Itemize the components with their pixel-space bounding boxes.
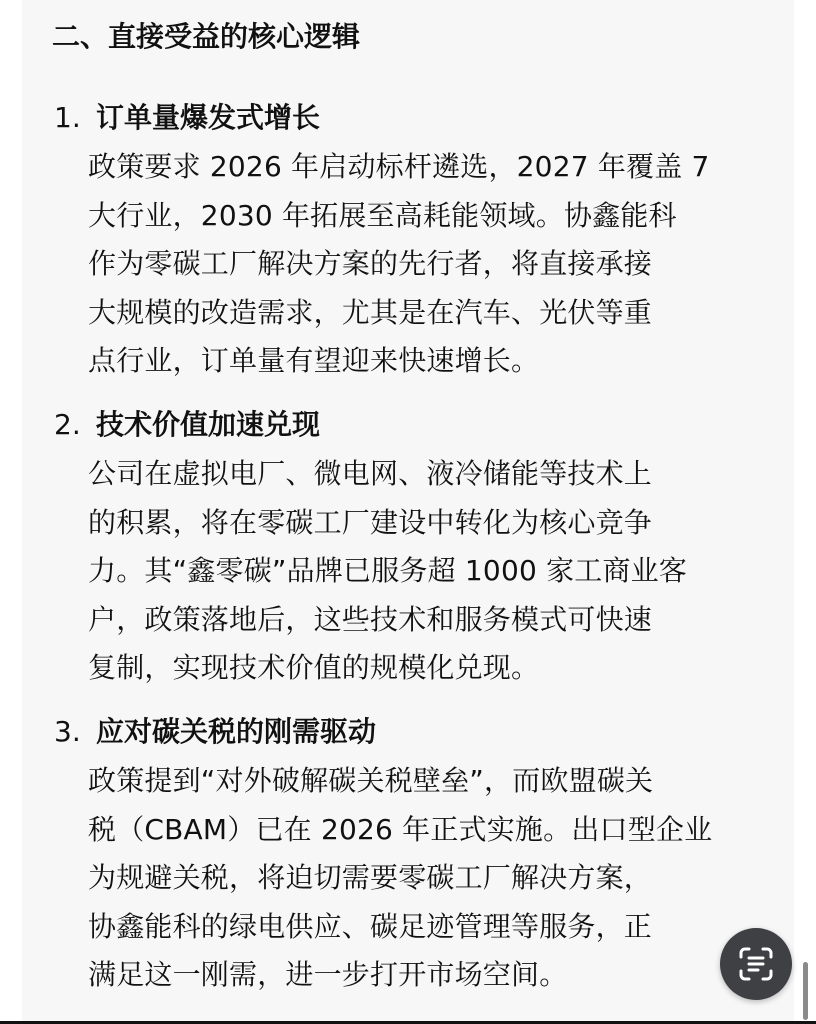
item-1-line: 政策要求 2026 年启动标杆遴选，2027 年覆盖 7 — [88, 150, 710, 183]
item-2-line: 公司在虚拟电厂、微电网、液冷储能等技术上 — [88, 457, 653, 490]
right-margin — [794, 0, 816, 1024]
item-3-title-text: 应对碳关税的刚需驱动 — [96, 715, 377, 748]
item-3-line: 协鑫能科的绿电供应、碳足迹管理等服务，正 — [88, 909, 653, 943]
item-2-number: 2. — [54, 408, 81, 441]
item-2-title — [54, 403, 320, 447]
item-1-line: 作为零碳工厂解决方案的先行者，将直接承接 — [88, 247, 653, 280]
item-2-line: 户，政策落地后，这些技术和服务模式可快速 — [88, 602, 653, 636]
item-1-title — [54, 96, 320, 140]
item-2-body — [88, 450, 768, 693]
item-3-line: 税（CBAM）已在 2026 年正式实施。出口型企业 — [88, 812, 713, 846]
text-scan-icon — [738, 946, 774, 982]
text-scan-button[interactable] — [720, 928, 792, 1000]
scrollbar-thumb[interactable] — [803, 962, 808, 1020]
item-3-number: 3. — [54, 715, 81, 748]
item-3-line: 为规避关税，将迫切需要零碳工厂解决方案， — [88, 861, 653, 894]
item-3-line: 政策提到“对外破解碳关税壁垒”，而欧盟碳关 — [88, 764, 654, 797]
item-1-line: 点行业，订单量有望迎来快速增长。 — [88, 344, 540, 377]
item-1-line: 大规模的改造需求，尤其是在汽车、光伏等重 — [88, 295, 653, 329]
item-3-line: 满足这一刚需，进一步打开市场空间。 — [88, 958, 568, 991]
item-1-title-text: 订单量爆发式增长 — [96, 101, 321, 134]
item-1-line: 大行业，2030 年拓展至高耗能领域。协鑫能科 — [88, 198, 677, 232]
item-2-line: 复制，实现技术价值的规模化兑现。 — [88, 651, 540, 684]
item-3-body — [88, 757, 768, 1000]
item-1-body — [88, 143, 768, 386]
item-1-number: 1. — [54, 101, 81, 134]
left-margin — [0, 0, 22, 1024]
message-content — [22, 0, 794, 1024]
section-title: 二、直接受益的核心逻辑 — [52, 20, 361, 53]
item-2-title-text: 技术价值加速兑现 — [96, 408, 321, 441]
item-3-title — [54, 710, 376, 754]
item-2-line: 的积累，将在零碳工厂建设中转化为核心竞争 — [88, 505, 653, 539]
item-2-line: 力。其“鑫零碳”品牌已服务超 1000 家工商业客 — [88, 554, 688, 587]
